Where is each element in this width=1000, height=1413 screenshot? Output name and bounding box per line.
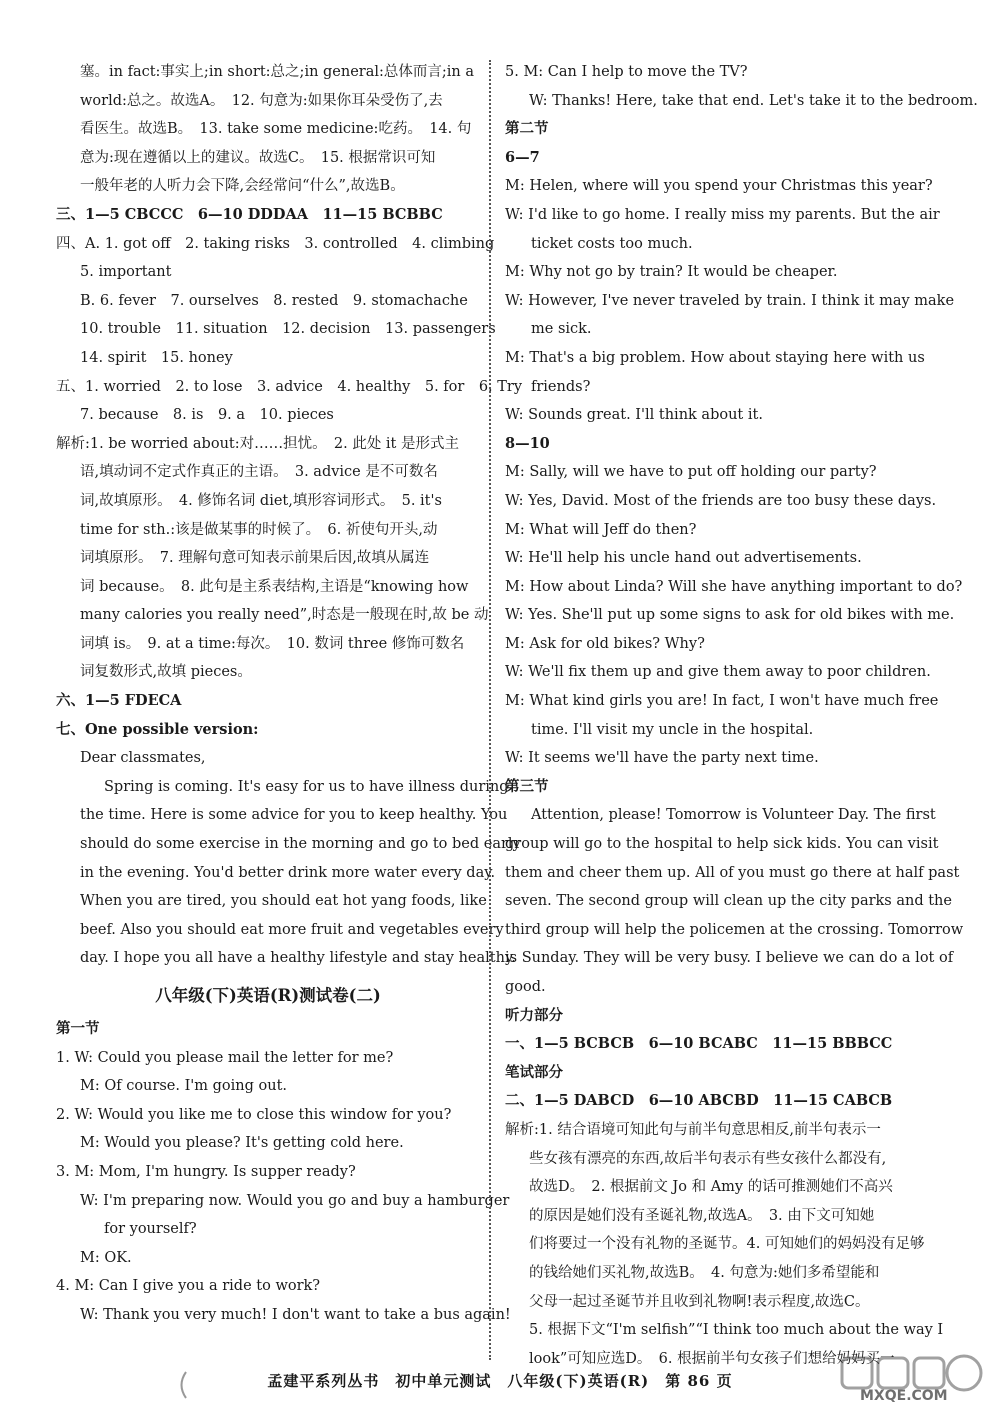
text-line: 6—7: [505, 148, 540, 166]
text-line: 第三节: [505, 777, 549, 795]
text-line: 7. because 8. is 9. a 10. pieces: [80, 407, 334, 424]
text-line: 词,故填原形。 4. 修饰名词 diet,填形容词形式。 5. it's: [80, 492, 442, 509]
text-line: 一般年老的人听力会下降,会经常问“什么”,故选B。: [80, 178, 405, 195]
right-column: [505, 58, 978, 1373]
text-line: look”可知应选D。 6. 根据前半句女孩子们想给妈妈买一: [529, 1350, 895, 1367]
text-line: M: Ask for old bikes? Why?: [505, 635, 705, 652]
text-line: group will go to the hospital to help sick kids. You can visit: [505, 836, 939, 853]
text-line: M: How about Linda? Will she have anything important to do?: [505, 578, 963, 595]
text-line: M: What kind girls you are! In fact, I won't have much free: [505, 693, 939, 710]
text-line: 笔试部分: [505, 1063, 563, 1081]
text-line: Dear classmates,: [80, 750, 206, 767]
text-line: good.: [505, 979, 546, 995]
text-line: 的钱给她们买礼物,故选B。 4. 句意为:她们多希望能和: [529, 1264, 880, 1281]
text-line: 10. trouble 11. situation 12. decision 13. passengers: [80, 321, 496, 338]
text-line: W: I'd like to go home. I really miss my parents. But the air: [505, 206, 940, 223]
text-line: world:总之。故选A。 12. 句意为:如果你耳朵受伤了,去: [80, 92, 443, 109]
text-line: beef. Also you should eat more fruit and vegetables every: [80, 921, 504, 938]
text-line: 六、1—5 FDECA: [56, 692, 182, 710]
text-line: 解析:1. be worried about:对……担忧。 2. 此处 it 是形式主: [56, 435, 459, 452]
text-line: When you are tired, you should eat hot yang foods, like: [80, 893, 487, 910]
text-line: W: It seems we'll have the party next time.: [505, 750, 819, 767]
text-line: 五、1. worried 2. to lose 3. advice 4. healthy 5. for 6. Try: [56, 378, 523, 395]
text-line: 故选D。 2. 根据前文 Jo 和 Amy 的话可推测她们不高兴: [529, 1179, 893, 1196]
text-line: 5. important: [80, 264, 172, 281]
text-line: should do some exercise in the morning and go to bed early: [80, 836, 521, 853]
text-line: 的原因是她们没有圣诞礼物,故选A。 3. 由下文可知她: [529, 1207, 875, 1224]
text-line: 4. M: Can I give you a ride to work?: [56, 1278, 321, 1295]
text-line: time for sth.:该是做某事的时候了。 6. 祈使句开头,动: [80, 521, 438, 538]
text-line: 二、1—5 DABCD 6—10 ABCBD 11—15 CABCB: [505, 1092, 893, 1110]
text-line: them and cheer them up. All of you must go there at half past: [505, 864, 960, 881]
text-line: W: Yes, David. Most of the friends are too busy these days.: [505, 492, 937, 509]
text-line: 词填 is。 9. at a time:每次。 10. 数词 three 修饰可数名: [80, 635, 465, 652]
text-line: 四、A. 1. got off 2. taking risks 3. controlled 4. climbing: [56, 235, 495, 252]
text-line: 们将要过一个没有礼物的圣诞节。4. 可知她们的妈妈没有足够: [529, 1236, 925, 1253]
text-line: many calories you really need”,时态是一般现在时,故 be 动: [80, 607, 489, 624]
text-line: W: I'm preparing now. Would you go and buy a hamburger: [80, 1192, 510, 1209]
text-line: me sick.: [531, 321, 592, 338]
text-line: Spring is coming. It's easy for us to have illness during: [104, 778, 509, 795]
text-line: 5. M: Can I help to move the TV?: [505, 64, 748, 80]
text-line: 一、1—5 BCBCB 6—10 BCABC 11—15 BBBCC: [505, 1035, 893, 1053]
text-line: 词填原形。 7. 理解句意可知表示前果后因,故填从属连: [80, 550, 430, 567]
watermark-text: MXQE.COM: [860, 1388, 948, 1404]
text-line: 14. spirit 15. honey: [80, 349, 233, 366]
text-line: M: Why not go by train? It would be cheaper.: [505, 264, 838, 281]
text-line: M: Of course. I'm going out.: [80, 1078, 288, 1095]
text-line: 8—10: [505, 434, 550, 452]
text-line: M: Sally, will we have to put off holding our party?: [505, 464, 877, 481]
text-line: 塞。in fact:事实上;in short:总之;in general:总体而言;in a: [80, 64, 475, 80]
page-footer: 孟建平系列丛书 初中单元测试 八年级(下)英语(R) 第 86 页: [267, 1372, 733, 1390]
text-line: M: What will Jeff do then?: [505, 521, 697, 538]
text-line: for yourself?: [104, 1221, 197, 1238]
section-title: 八年级(下)英语(R)测试卷(二): [155, 986, 381, 1005]
column-divider: [489, 60, 491, 1360]
text-line: B. 6. fever 7. ourselves 8. rested 9. stomachache: [80, 292, 468, 309]
text-line: 些女孩有漂亮的东西,故后半句表示有些女孩什么都没有,: [529, 1150, 887, 1167]
text-line: 语,填动词不定式作真正的主语。 3. advice 是不可数名: [80, 464, 438, 481]
text-line: day. I hope you all have a healthy lifestyle and stay healthy.: [80, 950, 516, 967]
text-line: 5. 根据下文“I'm selfish”“I think too much about the way I: [529, 1322, 944, 1339]
text-line: M: Would you please? It's getting cold here.: [80, 1135, 404, 1152]
text-line: 看医生。故选B。 13. take some medicine:吃药。 14. 句: [80, 121, 472, 138]
text-line: W: Thanks! Here, take that end. Let's take it to the bedroom.: [529, 92, 978, 109]
text-line: 词复数形式,故填 pieces。: [80, 664, 252, 681]
text-line: the time. Here is some advice for you to keep healthy. You: [80, 807, 508, 824]
text-line: 3. M: Mom, I'm hungry. Is supper ready?: [56, 1163, 356, 1180]
text-line: M: That's a big problem. How about staying here with us: [505, 349, 925, 366]
text-line: 1. W: Could you please mail the letter for me?: [56, 1049, 394, 1066]
text-line: 解析:1. 结合语境可知此句与前半句意思相反,前半句表示一: [505, 1121, 881, 1138]
text-line: W: However, I've never traveled by train. I think it may make: [505, 292, 955, 309]
text-line: seven. The second group will clean up the city parks and the: [505, 893, 952, 910]
text-line: 七、One possible version:: [56, 720, 259, 738]
text-line: 三、1—5 CBCCC 6—10 DDDAA 11—15 BCBBC: [56, 205, 443, 223]
text-line: M: Helen, where will you spend your Christmas this year?: [505, 178, 933, 195]
text-line: 听力部分: [505, 1006, 563, 1024]
text-line: time. I'll visit my uncle in the hospital.: [531, 721, 814, 738]
text-line: W: He'll help his uncle hand out advertisements.: [505, 550, 862, 567]
text-line: ticket costs too much.: [531, 235, 693, 252]
text-line: 第一节: [56, 1020, 100, 1037]
text-line: is Sunday. They will be very busy. I believe we can do a lot of: [505, 950, 954, 967]
text-line: friends?: [531, 378, 591, 395]
text-line: W: Sounds great. I'll think about it.: [505, 407, 763, 424]
text-line: 词 because。 8. 此句是主系表结构,主语是“knowing how: [80, 578, 469, 595]
text-line: 第二节: [505, 120, 549, 138]
text-line: W: Thank you very much! I don't want to take a bus again!: [80, 1306, 511, 1323]
text-line: 意为:现在遵循以上的建议。故选C。 15. 根据常识可知: [80, 149, 436, 166]
text-line: 父母一起过圣诞节并且收到礼物啊!表示程度,故选C。: [529, 1293, 870, 1310]
text-line: W: We'll fix them up and give them away to poor children.: [505, 664, 931, 681]
text-line: W: Yes. She'll put up some signs to ask for old bikes with me.: [505, 607, 955, 624]
text-line: 2. W: Would you like me to close this window for you?: [56, 1106, 452, 1123]
text-line: third group will help the policemen at the crossing. Tomorrow: [505, 921, 964, 938]
text-line: M: OK.: [80, 1249, 132, 1266]
text-line: in the evening. You'd better drink more water every day.: [80, 864, 496, 881]
text-line: Attention, please! Tomorrow is Volunteer Day. The first: [531, 807, 936, 824]
